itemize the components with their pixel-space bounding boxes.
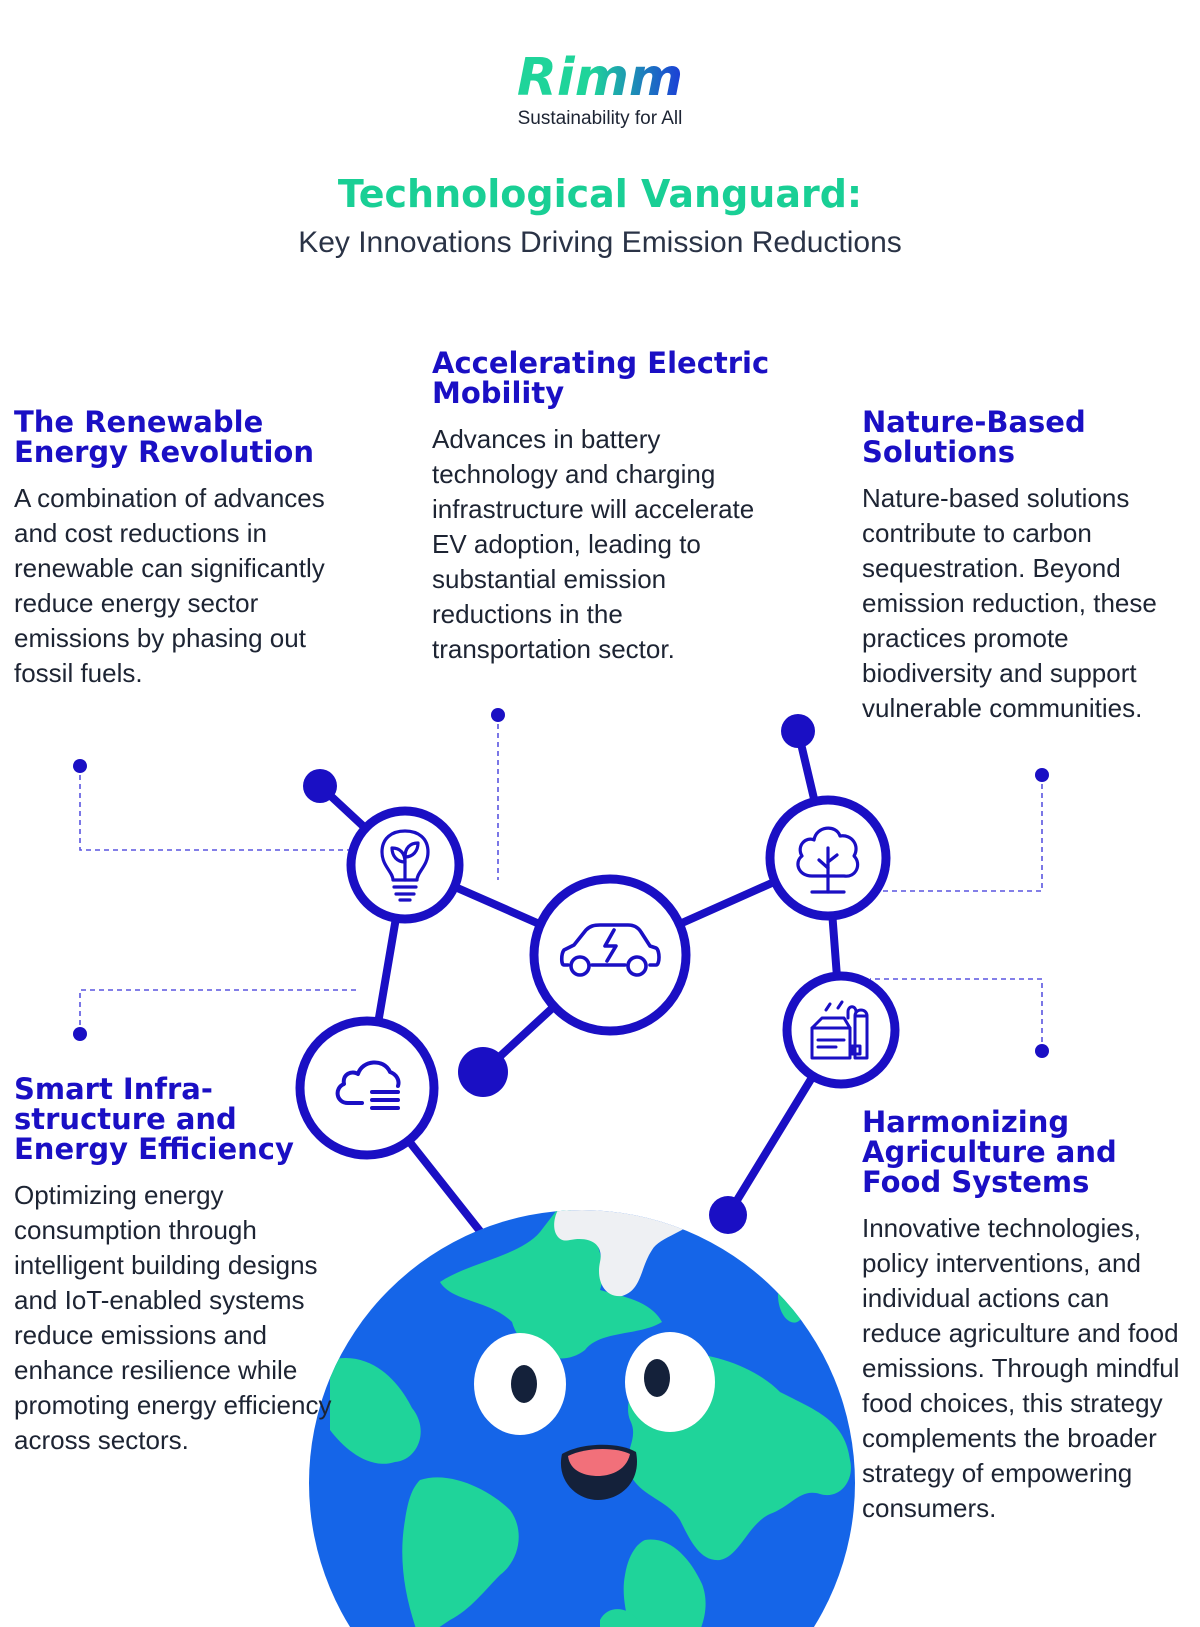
leader-dot bbox=[73, 1027, 87, 1041]
node-agriculture bbox=[787, 976, 895, 1084]
section-renewable bbox=[14, 407, 344, 691]
section-mobility bbox=[432, 348, 772, 667]
section-infrastructure-body: Optimizing energy consumption through intelligent building designs and IoT-enabled systems reduce emissions and enhance resilience while promoting energy efficiency across sectors. bbox=[14, 1180, 332, 1455]
page-subtitle: Key Innovations Driving Emission Reductions bbox=[298, 226, 902, 259]
section-renewable-body: A combination of advances and cost reductions in renewable can significantly reduce energy sector emissions by phasing out fossil fuels. bbox=[14, 483, 325, 688]
section-nature-heading: Nature-Based Solutions bbox=[862, 405, 1086, 469]
leader-dot bbox=[73, 759, 87, 773]
section-agriculture-heading: Harmonizing Agriculture and Food Systems bbox=[862, 1105, 1117, 1199]
node-nature bbox=[770, 800, 886, 916]
leader-dot bbox=[1035, 1044, 1049, 1058]
node-mobility bbox=[534, 879, 686, 1031]
leader-dot bbox=[491, 708, 505, 722]
section-agriculture-body: Innovative technologies, policy interventions, and individual actions can reduce agriculture and food emissions. Through mindful food choices, this strategy complements the broader strategy of empowering consumers. bbox=[862, 1213, 1180, 1523]
leader-infrastructure bbox=[80, 990, 358, 1034]
section-mobility-heading: Accelerating Electric Mobility bbox=[432, 346, 770, 410]
network-endpoint bbox=[458, 1047, 508, 1097]
brand-name: Rimm bbox=[516, 48, 684, 108]
page-title: Technological Vanguard: bbox=[337, 172, 863, 216]
section-renewable-heading: The Renewable Energy Revolution bbox=[14, 405, 314, 469]
leader-nature bbox=[882, 775, 1042, 891]
network-endpoint bbox=[709, 1196, 747, 1234]
earth-character bbox=[309, 1200, 855, 1627]
section-nature bbox=[862, 407, 1192, 726]
section-infrastructure bbox=[14, 1074, 359, 1458]
node-renewable bbox=[351, 811, 459, 919]
brand-tagline: Sustainability for All bbox=[517, 108, 683, 129]
network-endpoint bbox=[303, 769, 337, 803]
leader-dot bbox=[1035, 768, 1049, 782]
section-mobility-body: Advances in battery technology and charging infrastructure will accelerate EV adoption, leading to substantial emission reductions in the transportation sector. bbox=[432, 424, 755, 664]
network-endpoint bbox=[781, 714, 815, 748]
section-nature-body: Nature-based solutions contribute to carbon sequestration. Beyond emission reduction, these practices promote biodiversity and support vulnerable communities. bbox=[862, 483, 1157, 723]
section-agriculture bbox=[862, 1107, 1192, 1526]
section-infrastructure-heading: Smart Infra-structure and Energy Efficiency bbox=[14, 1072, 294, 1166]
